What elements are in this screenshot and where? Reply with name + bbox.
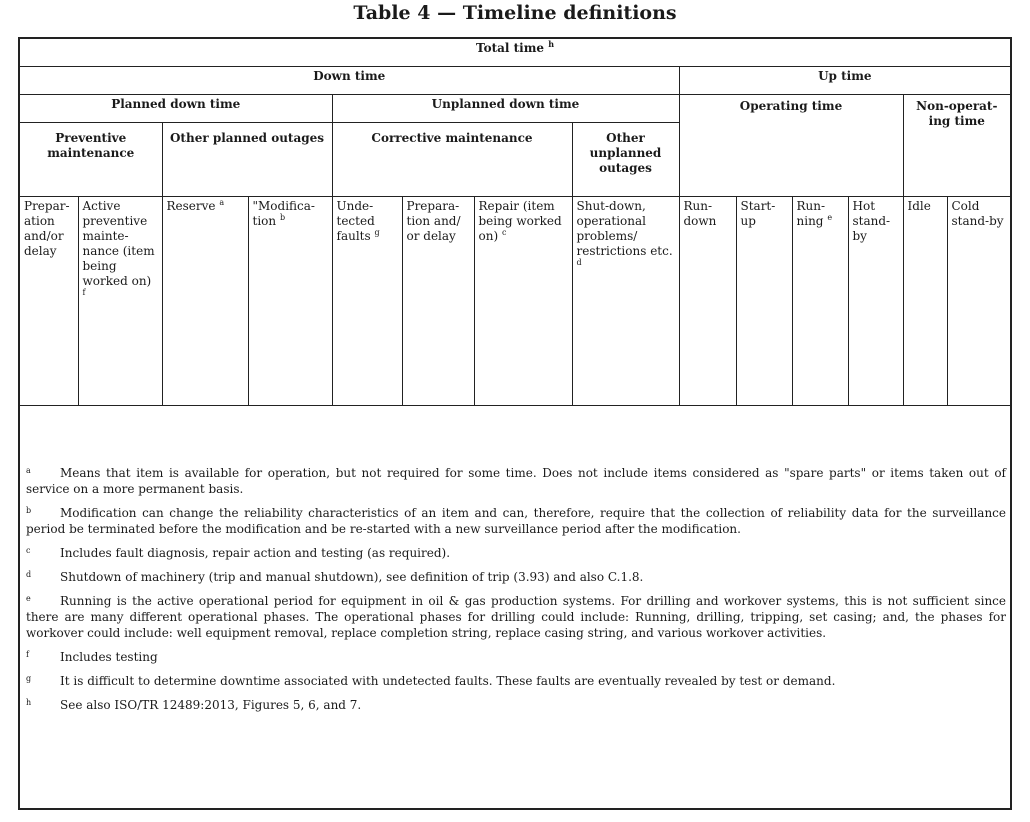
cell-shutdown: Shut-down, operational problems/ restrictions etc. $^d$	[572, 197, 679, 406]
cell-preparation-delay: Prepar-ation and/or delay	[20, 197, 78, 406]
table-title: Table 4 — Timeline definitions	[353, 2, 677, 24]
other-unplanned-outages-header: Other unplanned outages	[572, 123, 679, 197]
corrective-maintenance-header: Corrective maintenance	[332, 123, 572, 197]
preventive-maintenance-header: Preventive maintenance	[20, 123, 162, 197]
note-b: b Modification can change the reliability characteristics of an item and can, therefore, require that the collection of reliability data for the surveillance period be terminated before the modification and be re-started with a new surveillance period after the modification.	[26, 506, 1006, 536]
cell-run-down: Run-down	[679, 197, 736, 406]
cell-reserve: Reserve $^a$	[162, 197, 248, 406]
note-h: h See also ISO/TR 12489:2013, Figures 5, 6, and 7.	[26, 698, 362, 712]
cell-undetected-faults: Unde-tected faults $^g$	[332, 197, 402, 406]
cell-preparation-delay-corrective: Prepara-tion and/ or delay	[402, 197, 474, 406]
timeline-table-frame	[18, 37, 1012, 810]
unplanned-down-time-header: Unplanned down time	[332, 95, 679, 123]
cell-modification: "Modifica-tion $^b$	[248, 197, 332, 406]
note-c: c Includes fault diagnosis, repair action and testing (as required).	[26, 546, 451, 560]
total-time-header: Total time $^h$	[20, 39, 1010, 67]
cell-start-up: Start-up	[736, 197, 792, 406]
cell-hot-standby: Hot stand-by	[848, 197, 903, 406]
table-notes	[26, 465, 1006, 721]
note-g: g It is difficult to determine downtime associated with undetected faults. These faults are eventually revealed by test or demand.	[26, 674, 836, 688]
up-time-header: Up time	[679, 67, 1010, 95]
timeline-definitions-table	[20, 39, 1010, 406]
down-time-header: Down time	[20, 67, 679, 95]
note-f: f Includes testing	[26, 650, 158, 664]
cell-cold-standby: Cold stand-by	[947, 197, 1010, 406]
cell-idle: Idle	[903, 197, 947, 406]
operating-time-header: Operating time	[679, 95, 903, 197]
cell-repair: Repair (item being worked on) $^c$	[474, 197, 572, 406]
note-e: e Running is the active operational period for equipment in oil & gas production systems. For drilling and workover systems, this is not sufficient since there are many different operational phases. The operational phases for drilling could include: Running, drilling, tripping, set casing; and, the phases for workover could include: well equipment removal, replace completion string, replace casing string, and various workover activities.	[26, 594, 1006, 640]
non-operating-time-header: Non-operat-ing time	[903, 95, 1010, 197]
planned-down-time-header: Planned down time	[20, 95, 332, 123]
cell-active-preventive-maintenance: Active preventive mainte-nance (item being worked on) $^f$	[78, 197, 162, 406]
note-a: a Means that item is available for operation, but not required for some time. Does not include items considered as "spare parts" or items taken out of service on a more permanent basis.	[26, 466, 1006, 496]
cell-running: Run-ning $^e$	[792, 197, 848, 406]
other-planned-outages-header: Other planned outages	[162, 123, 332, 197]
note-d: d Shutdown of machinery (trip and manual shutdown), see definition of trip (3.93) and also C.1.8.	[26, 570, 644, 584]
